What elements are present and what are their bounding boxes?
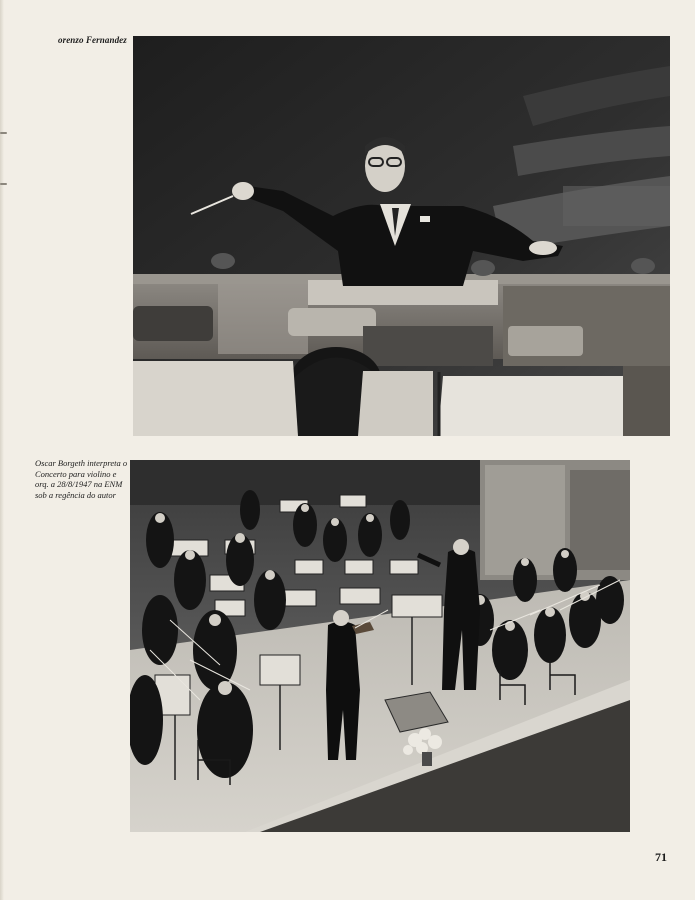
binding-mark — [0, 183, 7, 185]
orchestra-photo-illustration — [130, 460, 630, 832]
page-number: 71 — [655, 850, 667, 864]
orchestra-photo — [130, 460, 630, 832]
conductor-photo — [133, 36, 670, 436]
caption-line: orq. a 28/8/1947 na ENM — [35, 479, 123, 489]
running-head: orenzo Fernandez — [58, 35, 127, 45]
conductor-photo-illustration — [133, 36, 670, 436]
caption-line: Concerto para violino e — [35, 468, 117, 479]
binding-mark — [0, 132, 7, 134]
caption-line: Oscar Borgeth interpreta o — [35, 458, 128, 468]
photo-caption — [35, 458, 130, 500]
caption-line: sob a regência do autor — [35, 489, 116, 500]
page-edge — [0, 0, 4, 900]
